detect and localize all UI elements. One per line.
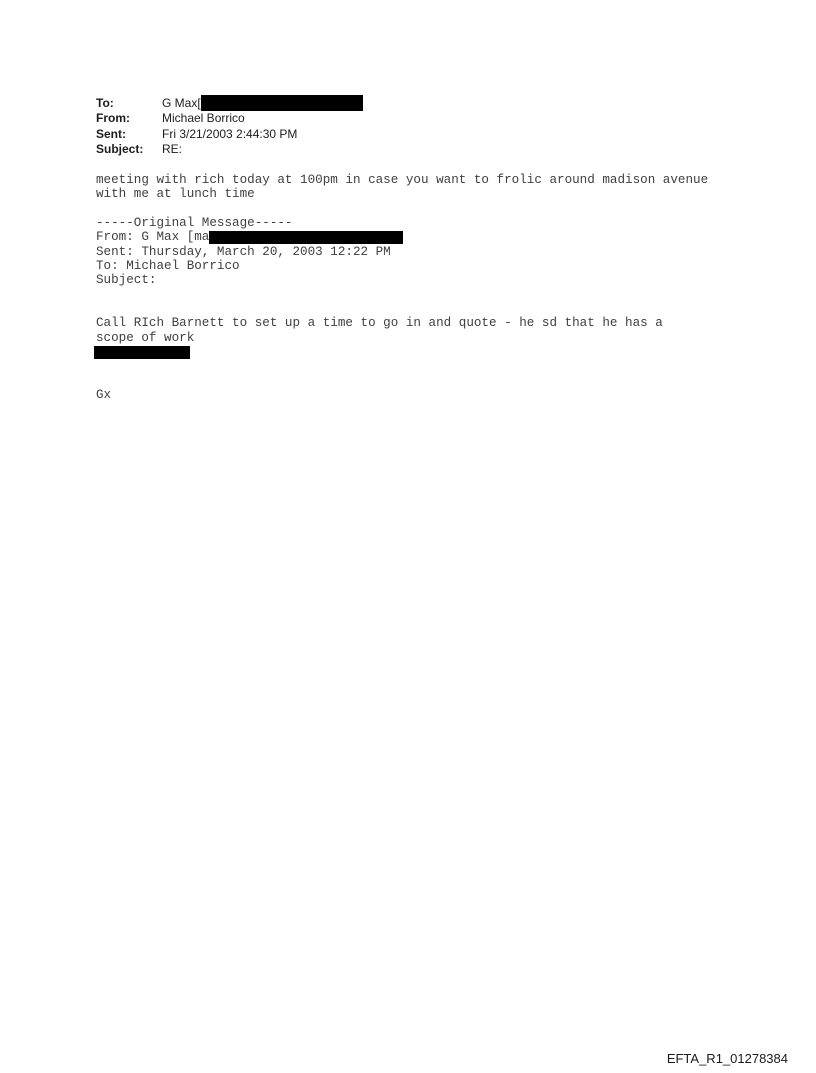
body-line-text: -----Original Message----- [96,215,293,230]
header-field-label: From: [96,111,130,126]
header-field-label: Subject: [96,141,144,156]
body-line-text: with me at lunch time [96,187,255,202]
redaction-bar [209,231,403,244]
redaction-bar [201,95,363,111]
header-field-from [96,111,363,126]
body-line [96,202,708,216]
body-line-text: Gx [96,387,112,402]
body-line [96,273,708,287]
body-line [96,230,708,244]
body-line-text: Sent: Thursday, March 20, 2003 12:22 PM [96,244,391,259]
header-field-sent [96,127,363,142]
body-line [96,374,708,388]
header-field-subject [96,142,363,157]
header-field-value: Fri 3/21/2003 2:44:30 PM [162,126,298,141]
header-field-value: Michael Borrico [162,111,245,126]
email-body [96,173,708,402]
email-header [96,96,363,157]
body-line-text: Call RIch Barnett to set up a time to go in and quote - he sd that he has a [96,316,663,331]
body-line-text: meeting with rich today at 100pm in case you want to frolic around madison avenue [96,173,709,187]
body-line-text: To: Michael Borrico [96,258,240,273]
body-line [96,359,708,373]
body-line [96,173,708,187]
redaction-bar [94,346,190,359]
header-field-label: To: [96,96,114,110]
body-line [96,216,708,230]
body-line-text: Subject: [96,273,157,288]
body-line [96,259,708,273]
header-field-label: Sent: [96,126,126,141]
body-line-text: scope of work [96,330,195,345]
body-line [96,331,708,345]
body-line [96,288,708,302]
body-line-text: From: G Max [ma [96,230,210,245]
header-field-value: RE: [162,141,183,156]
body-line [96,316,708,330]
bates-number: EFTA_R1_01278384 [666,1051,788,1066]
body-line [96,187,708,201]
body-line [96,345,708,359]
body-line [96,245,708,259]
header-field-value: G Max[ [162,96,201,110]
body-line [96,388,708,402]
header-field-to [96,96,363,111]
body-line [96,302,708,316]
